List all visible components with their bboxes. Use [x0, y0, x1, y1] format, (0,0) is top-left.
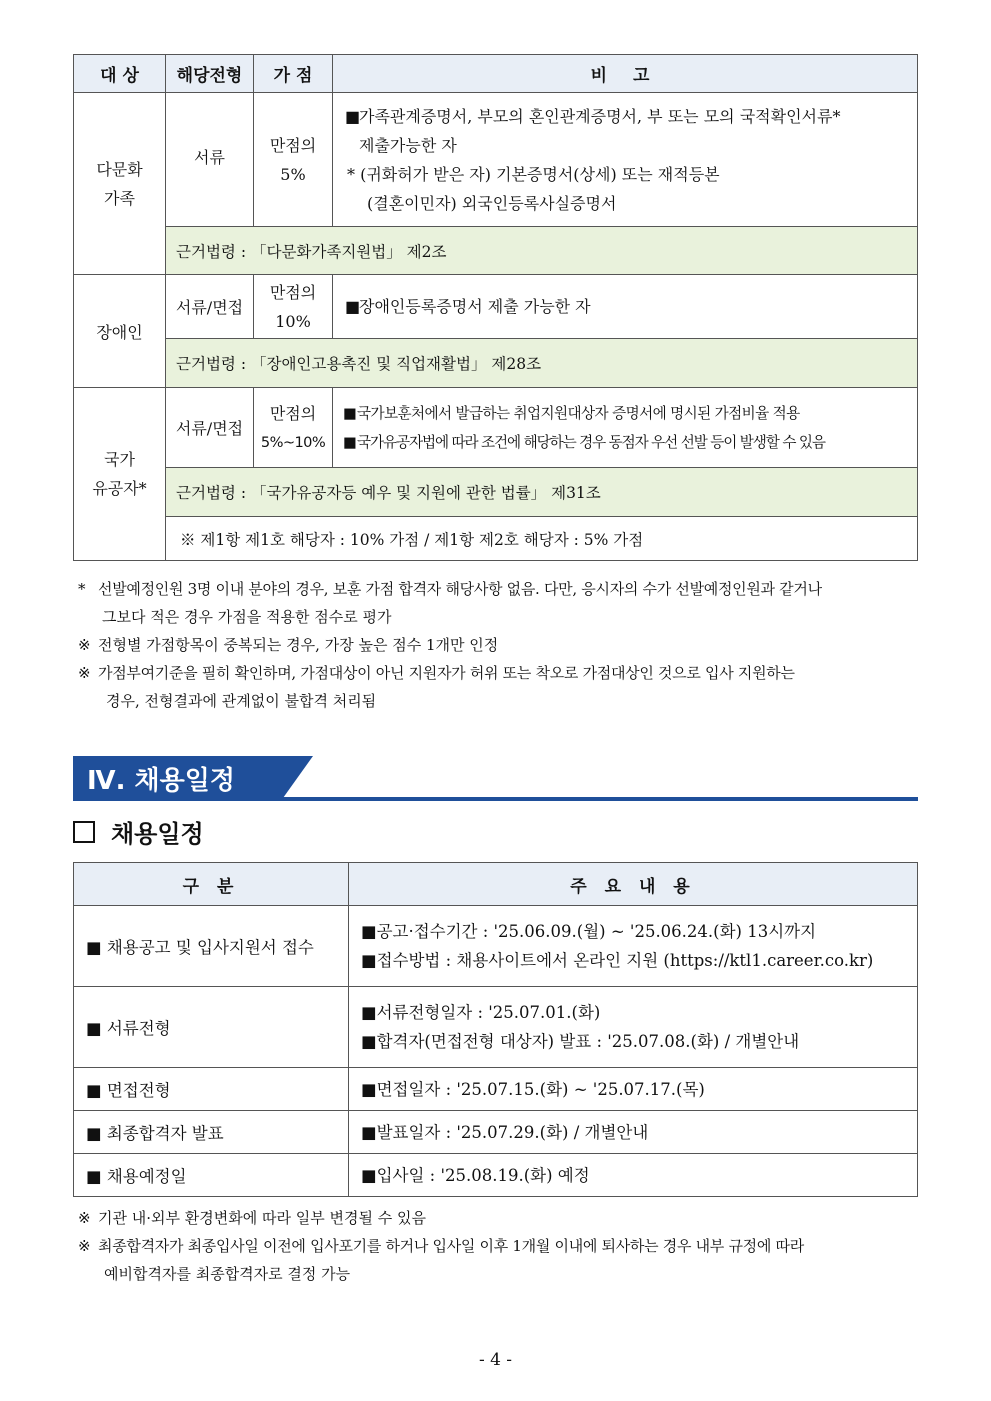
points-cell — [254, 93, 333, 227]
bullet-icon: ■ — [86, 1019, 102, 1038]
type-cell: 서류/면접 — [166, 275, 254, 339]
table-row — [74, 1111, 918, 1154]
subsection-title — [73, 814, 204, 849]
bullet-icon: ■ — [361, 1079, 377, 1099]
schedule-label — [74, 906, 349, 987]
label-text: 채용예정일 — [106, 1167, 187, 1186]
header-type: 해당전형 — [166, 55, 254, 93]
points-value: 10% — [275, 311, 311, 331]
remark-text: 제출가능한 자 — [359, 135, 457, 155]
type-cell: 서류 — [166, 93, 254, 227]
bullet-icon: ■ — [361, 1122, 377, 1142]
note-item — [78, 1232, 923, 1288]
label-text: 서류전형 — [106, 1019, 171, 1038]
note-mark: ※ — [78, 664, 91, 682]
label-text: 최종합격자 발표 — [106, 1124, 224, 1143]
bullet-icon: ■ — [361, 1003, 377, 1022]
table-row — [74, 1068, 918, 1111]
header-category: 구 분 — [74, 863, 349, 906]
remark-text: * (귀화허가 받은 자) 기본증명서(상세) 또는 재적등본 — [347, 164, 720, 184]
notes-top — [78, 575, 923, 715]
content-text: 접수방법 : 채용사이트에서 온라인 지원 (https://ktl1.career.co.kr) — [376, 951, 874, 970]
header-points: 가 점 — [254, 55, 333, 93]
bullet-icon: ■ — [86, 1081, 102, 1100]
label-text: 면접전형 — [106, 1081, 171, 1100]
bullet-icon: ■ — [361, 922, 377, 941]
section-header — [73, 756, 918, 801]
header-content: 주 요 내 용 — [349, 863, 918, 906]
schedule-content — [349, 1154, 918, 1197]
points-label: 만점의 — [269, 282, 317, 302]
note-mark: ※ — [78, 636, 91, 654]
section-title: Ⅳ. 채용일정 — [87, 766, 235, 796]
remark-text: 장애인등록증명서 제출 가능한 자 — [359, 297, 591, 316]
schedule-content — [349, 1111, 918, 1154]
note-item — [78, 659, 923, 715]
remark-text: 국가유공자법에 따라 조건에 해당하는 경우 동점자 우선 선발 등이 발생할 수 있음 — [357, 433, 825, 451]
schedule-label — [74, 1068, 349, 1111]
schedule-table — [73, 862, 918, 1197]
note-item — [78, 1204, 923, 1232]
schedule-content — [349, 1068, 918, 1111]
section-title-tab — [283, 756, 313, 798]
note-text: 가점부여기준을 필히 확인하며, 가점대상이 아닌 지원자가 허위 또는 착오로 가점대상인 것으로 입사 지원하는 — [98, 664, 795, 682]
note-text: 전형별 가점항목이 중복되는 경우, 가장 높은 점수 1개만 인정 — [98, 636, 499, 654]
schedule-content — [349, 987, 918, 1068]
subsection-title-text: 채용일정 — [111, 820, 204, 848]
table-row — [74, 987, 918, 1068]
content-text: 합격자(면접전형 대상자) 발표 : '25.07.08.(화) / 개별안내 — [376, 1032, 800, 1051]
bullet-icon: ■ — [86, 1167, 102, 1186]
note-text: 선발예정인원 3명 이내 분야의 경우, 보훈 가점 합격자 해당사항 없음. 다만, 응시자의 수가 선발예정인원과 같거나 — [98, 580, 822, 598]
bullet-icon: ■ — [86, 938, 102, 957]
schedule-label — [74, 1154, 349, 1197]
table-header-row — [74, 55, 918, 93]
note-text: 예비합격자를 최종합격자로 결정 가능 — [104, 1265, 351, 1283]
header-remarks: 비 고 — [333, 55, 918, 93]
note-item — [78, 575, 923, 631]
bullet-icon: ■ — [343, 433, 356, 451]
table-row — [74, 275, 918, 339]
header-target: 대 상 — [74, 55, 166, 93]
points-cell — [254, 275, 333, 339]
note-text: 최종합격자가 최종입사일 이전에 입사포기를 하거나 입사일 이후 1개월 이내에 퇴사하는 경우 내부 규정에 따라 — [98, 1237, 804, 1255]
law-reference: 근거법령 : 「장애인고용촉진 및 직업재활법」 제28조 — [166, 339, 918, 388]
note-mark: ※ — [78, 1237, 91, 1255]
table-row — [74, 227, 918, 275]
label-text: 채용공고 및 입사지원서 접수 — [106, 938, 314, 957]
points-cell — [254, 388, 333, 468]
schedule-content — [349, 906, 918, 987]
bullet-icon: ■ — [361, 1165, 377, 1185]
points-value: 5% — [280, 164, 306, 184]
target-label: 다문화 — [96, 159, 143, 179]
bullet-icon: ■ — [345, 297, 361, 316]
table-row — [74, 517, 918, 561]
table-header-row — [74, 863, 918, 906]
points-label: 만점의 — [269, 403, 317, 423]
points-value: 5%~10% — [260, 433, 326, 451]
type-cell: 서류/면접 — [166, 388, 254, 468]
points-label: 만점의 — [269, 135, 317, 155]
bullet-icon: ■ — [361, 951, 377, 970]
content-text: 발표일자 : '25.07.29.(화) / 개별안내 — [376, 1122, 649, 1142]
remarks-cell — [333, 388, 918, 468]
target-label: 가족 — [104, 188, 135, 208]
notes-bottom — [78, 1204, 923, 1288]
table-row — [74, 468, 918, 517]
table-row — [74, 388, 918, 468]
content-text: 서류전형일자 : '25.07.01.(화) — [376, 1003, 601, 1022]
section-divider — [73, 797, 918, 801]
remarks-cell — [333, 93, 918, 227]
table-row — [74, 906, 918, 987]
note-mark: * — [78, 580, 86, 598]
content-text: 공고·접수기간 : '25.06.09.(월) ~ '25.06.24.(화) 13시까지 — [376, 922, 817, 941]
schedule-label — [74, 1111, 349, 1154]
table-row — [74, 1154, 918, 1197]
target-cell — [74, 93, 166, 275]
bonus-detail: ※ 제1항 제1호 해당자 : 10% 가점 / 제1항 제2호 해당자 : 5% 가점 — [166, 517, 918, 561]
bullet-icon: ■ — [86, 1124, 102, 1143]
target-cell: 장애인 — [74, 275, 166, 388]
note-text: 경우, 전형결과에 관계없이 불합격 처리됨 — [106, 692, 377, 710]
schedule-label — [74, 987, 349, 1068]
table-row — [74, 339, 918, 388]
note-mark: ※ — [78, 1209, 91, 1227]
remarks-cell — [333, 275, 918, 339]
target-label: 국가 — [104, 450, 135, 469]
content-text: 면접일자 : '25.07.15.(화) ~ '25.07.17.(목) — [376, 1079, 705, 1099]
note-text: 그보다 적은 경우 가점을 적용한 점수로 평가 — [102, 608, 392, 626]
remark-text: 가족관계증명서, 부모의 혼인관계증명서, 부 또는 모의 국적확인서류* — [359, 106, 841, 126]
note-text: 기관 내·외부 환경변화에 따라 일부 변경될 수 있음 — [98, 1209, 426, 1227]
checkbox-square-icon — [73, 821, 95, 843]
bullet-icon: ■ — [343, 404, 357, 422]
law-reference: 근거법령 : 「국가유공자등 예우 및 지원에 관한 법률」 제31조 — [166, 468, 918, 517]
remark-text: 국가보훈처에서 발급하는 취업지원대상자 증명서에 명시된 가점비율 적용 — [357, 404, 800, 422]
content-text: 입사일 : '25.08.19.(화) 예정 — [376, 1165, 590, 1185]
target-cell — [74, 388, 166, 561]
table-row — [74, 93, 918, 227]
note-item — [78, 631, 923, 659]
page-number: - 4 - — [478, 1350, 513, 1370]
remark-text: (결혼이민자) 외국인등록사실증명서 — [367, 193, 617, 213]
bullet-icon: ■ — [345, 106, 361, 126]
bullet-icon: ■ — [361, 1032, 377, 1051]
target-label: 유공자* — [92, 479, 147, 498]
bonus-points-table — [73, 54, 918, 561]
law-reference: 근거법령 : 「다문화가족지원법」 제2조 — [166, 227, 918, 275]
